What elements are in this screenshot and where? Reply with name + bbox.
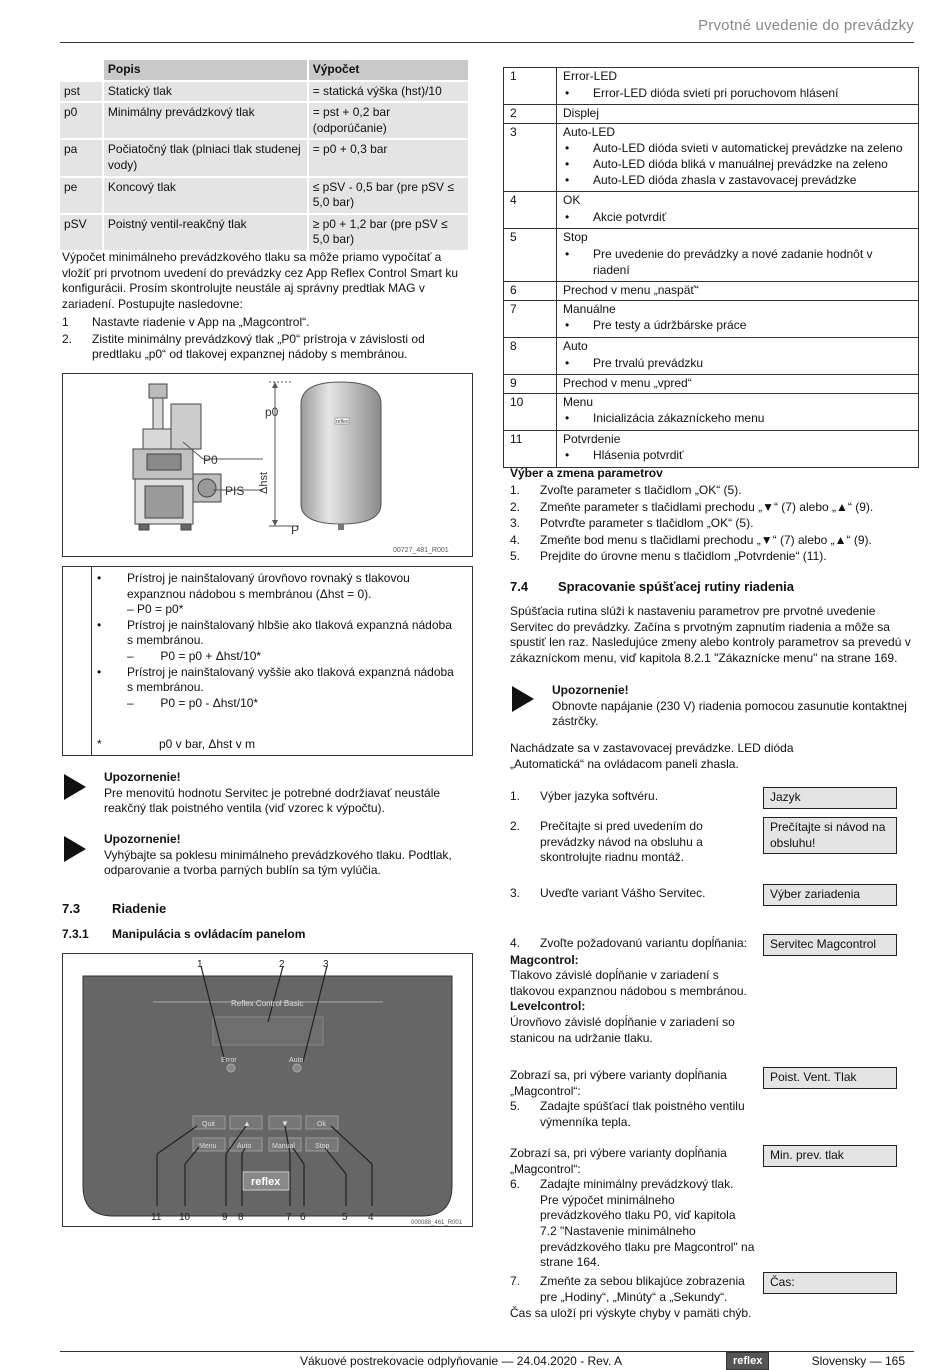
startup-step-4: 4. Zvoľte požadovanú variantu dopĺňania: Magcontrol: Tlakovo závislé dopĺňanie v zariadení s tlakovou expanznou nádobou s membránou. Levelcontrol: Úrovňovo závislé dopĺňanie v zariadení so stanicou na udržanie tlaku.: [510, 936, 747, 1045]
callout-7: 7: [286, 1212, 292, 1223]
table-row: [59, 177, 469, 214]
section-7-3-1-title: Manipulácia s ovládacím panelom: [112, 927, 306, 941]
startup-step-3: 3. Uveďte variant Vášho Servitec.: [510, 886, 706, 900]
panel-keys-table: [503, 67, 919, 468]
startup-step-5: Zobrazí sa, pri výbere varianty dopĺňania „Magcontrol“: 5. Zadajte spúšťací tlak poistného ventilu výmenníka tepla.: [510, 1068, 745, 1129]
list-item: 1. Zvoľte parameter s tlačidlom „OK“ (5).: [510, 483, 742, 497]
label-P0: P0: [203, 453, 218, 467]
table-row: 3 Auto-LED • Auto-LED dióda svieti v automatickej prevádzke na zeleno • Auto-LED dióda bliká v manuálnej prevádzke na zeleno • Auto-LED dióda zhasla v zastavovacej prevádzke: [504, 123, 919, 191]
table-row: [59, 81, 469, 103]
notice-1: Upozornenie! Pre menovitú hodnotu Servitec je potrebné dodržiavať neustále reakčný tlak poistného ventila (viď vzorec k výpočtu).: [104, 770, 441, 816]
callout-6: 6: [300, 1212, 306, 1223]
label-P: P: [291, 523, 300, 537]
up-key-label: ▲: [243, 1119, 251, 1128]
startup-step-6: Zobrazí sa, pri výbere varianty dopĺňania „Magcontrol“: 6. Zadajte minimálny prevádzkový tlak. Pre výpočet minimálneho prevádzkového tlaku P0, viď kapitola 7.2 "Nastavenie minimálneho prevádzkového tlaku pre Magcontrol" na strane 164.: [510, 1146, 755, 1270]
list-item: – P0 = p0*: [127, 602, 184, 617]
desc-cell: Koncový tlak: [103, 177, 308, 214]
installation-notes-box: [62, 566, 473, 756]
symbol-cell: p0: [59, 102, 103, 139]
figure-code: 00727_481_R001: [393, 547, 449, 554]
result-cell: ≤ pSV - 0,5 bar (pre pSV ≤ 5,0 bar): [308, 177, 469, 214]
display-field-time: Čas:: [763, 1272, 897, 1294]
notice-arrow-icon: [512, 686, 534, 712]
quit-key-label: Quit: [202, 1121, 215, 1128]
section-7-3-number: 7.3: [62, 901, 81, 916]
footer-page-number: Slovensky — 165: [811, 1354, 905, 1368]
table-row: 8 Auto • Pre trvalú prevádzku: [504, 337, 919, 374]
startup-step-7: 7. Zmeňte za sebou blikajúce zobrazenia pre „Hodiny“, „Minúty“ a „Sekundy“. Čas sa uloží pri výskyte chyby v pamäti chýb.: [510, 1274, 752, 1321]
footnote-text: p0 v bar, Δhst v m: [159, 737, 256, 751]
tank-logo: reflex: [336, 419, 349, 425]
header-rule: [60, 42, 914, 43]
auto-key-label: Auto: [237, 1143, 252, 1150]
running-header-title: Prvotné uvedenie do prevádzky: [698, 17, 914, 34]
control-panel-figure: [62, 953, 473, 1227]
installation-drawing: [63, 374, 472, 556]
section-7-4-number: 7.4: [510, 579, 529, 594]
table-row: 11 Potvrdenie • Hlásenia potvrdiť: [504, 430, 919, 467]
section-7-4-title: Spracovanie spúšťacej rutiny riadenia: [558, 579, 794, 594]
list-item: • Prístroj je nainštalovaný úrovňovo rovnaký s tlakovou expanznou nádobou s membránou (Δhst = 0).: [97, 571, 410, 601]
table-row: 2 Displej: [504, 105, 919, 124]
ok-key-label: Ok: [317, 1121, 326, 1128]
list-item: 2. Zmeňte parameter s tlačidlami prechodu „▼“ (7) alebo „▲“ (9).: [510, 499, 874, 514]
footer-rule: [60, 1351, 914, 1352]
list-item: 5. Prejdite do úrovne menu s tlačidlom „Potvrdenie“ (11).: [510, 549, 827, 564]
table-row: [59, 139, 469, 176]
display-field-variant: Servitec Magcontrol: [763, 934, 897, 956]
section-7-3-1-number: 7.3.1: [62, 927, 89, 941]
callout-9: 9: [222, 1212, 228, 1223]
footer-document: Vákuové postrekovacie odplyňovanie — 24.04.2020 - Rev. A: [300, 1354, 622, 1368]
stop-key-label: Stop: [315, 1143, 330, 1150]
installation-figure: [62, 373, 473, 557]
symbol-cell: pSV: [59, 214, 103, 251]
figure-code: 000088_461_R001: [411, 1220, 463, 1226]
list-item: – P0 = p0 - Δhst/10*: [127, 695, 259, 710]
list-item: 3. Potvrďte parameter s tlačidlom „OK“ (5).: [510, 516, 754, 531]
notice-arrow-icon: [64, 836, 86, 862]
startup-step-1: 1. Výber jazyka softvéru.: [510, 789, 659, 803]
notice-3: Upozornenie! Obnovte napájanie (230 V) riadenia pomocou zasunutie kontaktnej zástrčky.: [552, 683, 907, 729]
list-item: 4. Zmeňte bod menu s tlačidlami prechodu „▼“ (7) alebo „▲“ (9).: [510, 532, 872, 547]
startup-step-2: 2. Prečítajte si pred uvedením do prevádzky návod na obsluhu a skontrolujte riadnu montáž.: [510, 819, 703, 865]
callout-2: 2: [279, 959, 285, 970]
footnote-star: *: [97, 737, 102, 751]
label-p0: p0: [265, 405, 279, 419]
list-item: • Prístroj je nainštalovaný hlbšie ako tlaková expanzná nádoba s membránou.: [97, 617, 452, 648]
notice-arrow-icon: [64, 774, 86, 800]
display-field-read-manual: Prečítajte si návod na obsluhu!: [763, 817, 897, 854]
symbol-cell: pst: [59, 81, 103, 103]
callout-5: 5: [342, 1212, 348, 1223]
param-change-steps: [510, 483, 920, 566]
table-row: 6 Prechod v menu „naspäť“: [504, 282, 919, 301]
notice-2: Upozornenie! Vyhýbajte sa poklesu minimálneho prevádzkového tlaku. Podtlak, odparovanie a tvorba parných bublín sa tým vylúčia.: [104, 832, 452, 878]
panel-error-label: Error: [221, 1057, 237, 1064]
callout-8: 8: [238, 1212, 244, 1223]
col-header-vypocet: Výpočet: [308, 59, 469, 81]
symbol-cell: pa: [59, 139, 103, 176]
desc-cell: Poistný ventil-reakčný tlak: [103, 214, 308, 251]
display-field-min-pressure: Min. prev. tlak: [763, 1145, 897, 1167]
list-item: 1 Nastavte riadenie v App na „Magcontrol“.: [62, 315, 310, 329]
callout-4: 4: [368, 1212, 374, 1223]
table-row: 10 Menu • Inicializácia zákazníckeho menu: [504, 393, 919, 430]
list-item: – P0 = p0 + Δhst/10*: [127, 648, 262, 663]
display-field-device-select: Výber zariadenia: [763, 884, 897, 906]
callout-11: 11: [151, 1212, 162, 1223]
list-item: • Prístroj je nainštalovaný vyššie ako tlaková expanzná nádoba s membránou.: [97, 664, 454, 695]
desc-cell: Počiatočný tlak (plniaci tlak studenej vody): [103, 139, 308, 176]
calculation-table: [58, 58, 470, 252]
table-row: [59, 214, 469, 251]
list-item: 2. Zistite minimálny prevádzkový tlak „P0“ prístroja v závislosti od predtlaku „p0“ od tlakovej expanznej nádoby s membránou.: [62, 331, 425, 362]
panel-logo: reflex: [251, 1176, 281, 1188]
result-cell: ≥ p0 + 1,2 bar (pre pSV ≤ 5,0 bar): [308, 214, 469, 251]
control-panel-drawing: [63, 954, 472, 1226]
desc-cell: Statický tlak: [103, 81, 308, 103]
callout-1: 1: [197, 959, 203, 970]
intro-paragraph: Výpočet minimálneho prevádzkového tlaku sa môže priamo vypočítať a vložiť pri prvotnom uvedení do prevádzky cez App Reflex Control Smart ku konfigurácii. Prosím skontrolujte neustále aj správny predtlak MAG v zariadení. Postupujte nasledovne:: [62, 250, 459, 311]
param-change-title: Výber a zmena parametrov: [510, 466, 663, 480]
manual-key-label: Manual: [272, 1143, 295, 1150]
table-row: [59, 102, 469, 139]
callout-10: 10: [179, 1212, 191, 1223]
col-header-popis: Popis: [103, 59, 308, 81]
menu-key-label: Menu: [199, 1143, 217, 1150]
section-7-4-text: Spúšťacia rutina slúži k nastaveniu parametrov pre prvotné uvedenie Servitec do prevádzky. Začína s prvotným zapnutím riadenia a môže sa spustiť len raz. Nasledujúce zmeny alebo kontroly parametrov sa prevedú v zákazníckom menu, viď kapitola 8.2.1 "Zákaznícke menu" na strane 169.: [510, 604, 911, 665]
intro-steps: [62, 315, 472, 364]
panel-auto-label: Auto: [289, 1057, 304, 1064]
label-dh: Δhst: [258, 471, 270, 494]
result-cell: = p0 + 0,3 bar: [308, 139, 469, 176]
stop-state-text: Nachádzate sa v zastavovacej prevádzke. LED dióda „Automatická“ na ovládacom paneli zhasla.: [510, 741, 794, 771]
table-row: 5 Stop • Pre uvedenie do prevádzky a nové zadanie hodnôt v riadení: [504, 229, 919, 282]
label-PIS: PIS: [225, 484, 245, 498]
symbol-cell: pe: [59, 177, 103, 214]
table-row: 9 Prechod v menu „vpred“: [504, 375, 919, 394]
footer-logo: reflex: [726, 1352, 769, 1370]
table-row: 7 Manuálne • Pre testy a údržbárske práce: [504, 300, 919, 337]
down-key-label: ▼: [281, 1119, 289, 1128]
display-field-safety-valve-pressure: Poist. Vent. Tlak: [763, 1067, 897, 1089]
display-field-language: Jazyk: [763, 787, 897, 809]
desc-cell: Minimálny prevádzkový tlak: [103, 102, 308, 139]
table-row: 1 Error-LED • Error-LED dióda svieti pri poruchovom hlásení: [504, 68, 919, 105]
panel-brand: Reflex Control Basic: [231, 999, 304, 1008]
callout-3: 3: [323, 959, 329, 970]
section-7-3-title: Riadenie: [112, 901, 167, 916]
result-cell: = statická výška (hst)/10: [308, 81, 469, 103]
table-row: 4 OK • Akcie potvrdiť: [504, 192, 919, 229]
result-cell: = pst + 0,2 bar (odporúčanie): [308, 102, 469, 139]
